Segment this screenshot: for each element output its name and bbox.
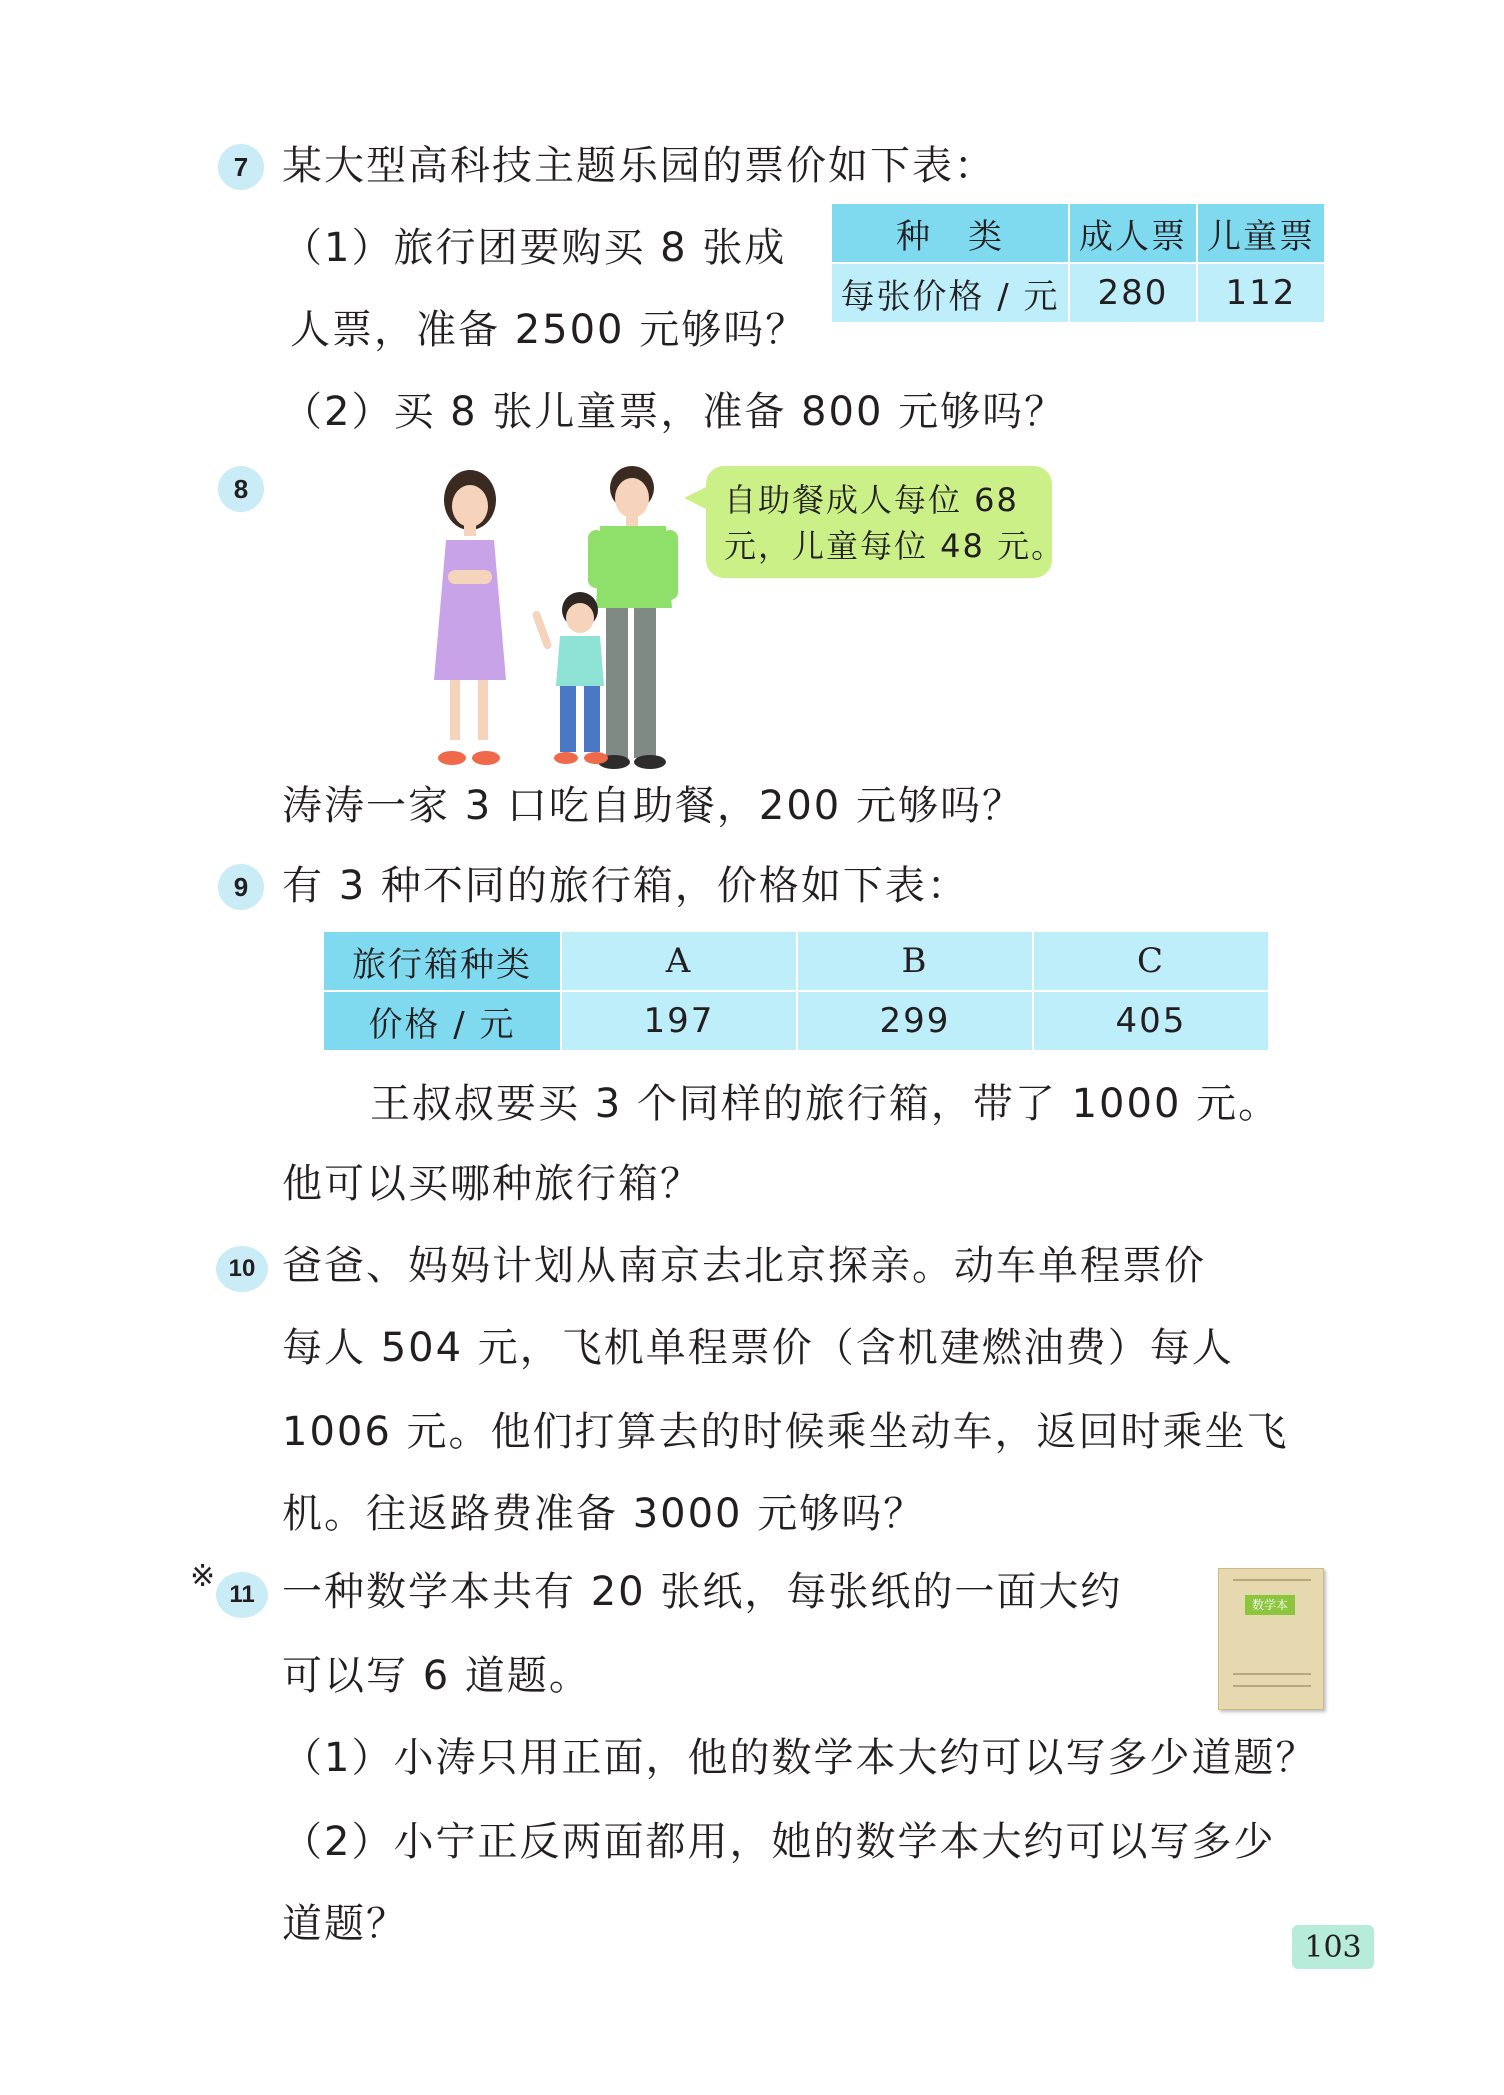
mother-figure bbox=[434, 470, 506, 765]
notebook-line-2 bbox=[1233, 1685, 1311, 1687]
father-figure bbox=[588, 466, 678, 769]
problem-10-line4: 机。往返路费准备 3000 元够吗？ bbox=[282, 1491, 926, 1537]
problem-7-q2: （2）买 8 张儿童票，准备 800 元够吗？ bbox=[282, 389, 1067, 435]
suitcase-table-header-c: C bbox=[1033, 931, 1269, 991]
child-figure bbox=[531, 592, 608, 764]
problem-9-stem: 有 3 种不同的旅行箱，价格如下表： bbox=[282, 863, 969, 909]
notebook-line-1 bbox=[1233, 1673, 1311, 1675]
ticket-table-header-child: 儿童票 bbox=[1197, 203, 1325, 263]
problem-number-8: 8 bbox=[218, 466, 264, 512]
suitcase-price-table bbox=[322, 930, 1270, 1052]
problem-9-text-line2: 他可以买哪种旅行箱？ bbox=[282, 1161, 702, 1207]
suitcase-table-price-a: 197 bbox=[561, 991, 797, 1051]
notebook-label: 数学本 bbox=[1245, 1595, 1295, 1615]
problem-10-line1: 爸爸、妈妈计划从南京去北京探亲。动车单程票价 bbox=[282, 1243, 1206, 1289]
suitcase-table-row-label: 价格 / 元 bbox=[323, 991, 561, 1051]
problem-8-question: 涛涛一家 3 口吃自助餐，200 元够吗？ bbox=[282, 783, 1024, 829]
problem-11-line2: 可以写 6 道题。 bbox=[282, 1653, 591, 1699]
problem-9-text-line1: 王叔叔要买 3 个同样的旅行箱，带了 1000 元。 bbox=[370, 1081, 1281, 1127]
problem-number-11: 11 bbox=[216, 1572, 268, 1618]
speech-bubble-line2: 元，儿童每位 48 元。 bbox=[724, 527, 1066, 565]
suitcase-table-header-type: 旅行箱种类 bbox=[323, 931, 561, 991]
problem-11-q2-line1: （2）小宁正反两面都用，她的数学本大约可以写多少 bbox=[282, 1819, 1276, 1865]
speech-bubble bbox=[706, 466, 1066, 578]
problem-11-line1: 一种数学本共有 20 张纸，每张纸的一面大约 bbox=[282, 1569, 1123, 1615]
ticket-table-header-adult: 成人票 bbox=[1069, 203, 1197, 263]
problem-10-line3: 1006 元。他们打算去的时候乘坐动车，返回时乘坐飞 bbox=[282, 1409, 1289, 1455]
speech-bubble-line1: 自助餐成人每位 68 bbox=[724, 481, 1019, 519]
ticket-table-header-type: 种 类 bbox=[831, 203, 1069, 263]
suitcase-table-header-a: A bbox=[561, 931, 797, 991]
problem-number-10: 10 bbox=[216, 1246, 268, 1292]
problem-number-9: 9 bbox=[218, 864, 264, 910]
notebook-cover-line bbox=[1233, 1579, 1311, 1581]
ticket-price-table bbox=[830, 202, 1326, 324]
suitcase-table-header-b: B bbox=[797, 931, 1033, 991]
math-notebook-image bbox=[1218, 1568, 1324, 1710]
problem-11-q2-line2: 道题？ bbox=[282, 1901, 408, 1947]
ticket-table-row-label: 每张价格 / 元 bbox=[831, 263, 1069, 323]
optional-mark: ※ bbox=[190, 1559, 216, 1594]
suitcase-table-price-c: 405 bbox=[1033, 991, 1269, 1051]
suitcase-table-price-b: 299 bbox=[797, 991, 1033, 1051]
problem-number-7: 7 bbox=[218, 144, 264, 190]
ticket-table-child-price: 112 bbox=[1197, 263, 1325, 323]
ticket-table-adult-price: 280 bbox=[1069, 263, 1197, 323]
problem-7-stem: 某大型高科技主题乐园的票价如下表： bbox=[282, 143, 996, 189]
problem-7-q1-line2: 人票，准备 2500 元够吗？ bbox=[290, 307, 808, 353]
problem-11-q1: （1）小涛只用正面，他的数学本大约可以写多少道题？ bbox=[282, 1735, 1318, 1781]
page-number: 103 bbox=[1292, 1925, 1374, 1969]
problem-10-line2: 每人 504 元，飞机单程票价（含机建燃油费）每人 bbox=[282, 1325, 1234, 1371]
problem-7-q1-line1: （1）旅行团要购买 8 张成 bbox=[282, 225, 787, 271]
family-illustration bbox=[420, 460, 720, 780]
